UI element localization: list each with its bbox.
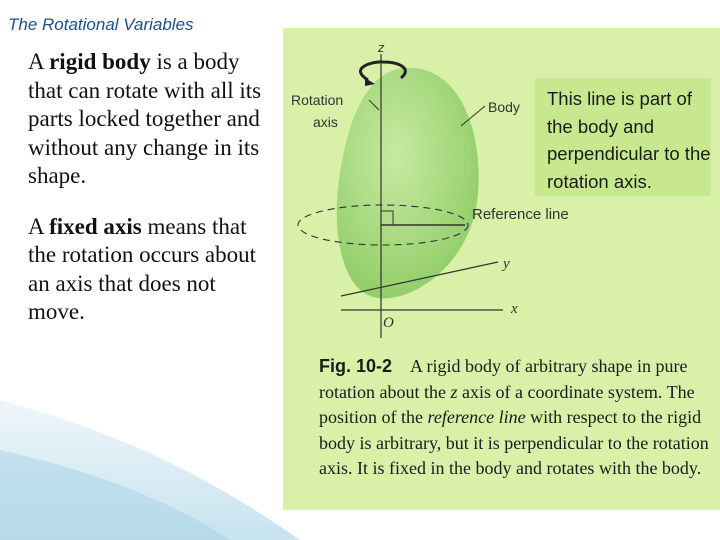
caption-reference-line: reference line: [427, 407, 526, 427]
p2-post: means that the rotation occurs about an axis that does not move.: [28, 213, 257, 324]
caption-part-3: with respect to the rigid body is arbitrary, but it is perpendicular to the rotation axis. It is fixed in the body and rotates with the body.: [319, 407, 709, 478]
rotation-axis-label-1: Rotation: [291, 92, 344, 108]
callout-text: This line is part of the body and perpendicular to the rotation axis.: [547, 88, 711, 192]
reference-line-label: Reference line: [472, 206, 569, 223]
term-rigid-body: rigid body: [49, 49, 151, 74]
caption-part-1: A rigid body of arbitrary shape in pure rotation about the: [319, 356, 688, 402]
figure-panel: [283, 28, 720, 510]
rotation-axis-label-2: axis: [313, 114, 338, 130]
paragraph-rigid-body: [28, 48, 278, 191]
y-label: y: [503, 256, 510, 272]
paragraph-fixed-axis: [28, 213, 278, 327]
caption-z: z: [450, 381, 458, 402]
figure-caption: [319, 354, 714, 482]
caption-part-2: axis of a coordinate system. The position of the: [319, 381, 695, 427]
callout-box: [535, 78, 711, 196]
rigid-body-shape: [337, 68, 479, 299]
p2-pre: A: [28, 213, 50, 239]
x-label: x: [511, 301, 518, 317]
bullet-text: [28, 48, 278, 349]
p1-post: is a body that can rotate with all its parts locked together and without any change in its shape.: [28, 49, 262, 188]
slide-title: The Rotational Variables: [8, 15, 194, 34]
z-label: z: [378, 40, 385, 55]
body-label: Body: [488, 99, 520, 115]
p1-pre: A: [28, 49, 50, 74]
figure-number: Fig. 10-2: [319, 356, 393, 376]
origin-label: O: [383, 315, 394, 331]
term-fixed-axis: fixed axis: [49, 213, 142, 239]
